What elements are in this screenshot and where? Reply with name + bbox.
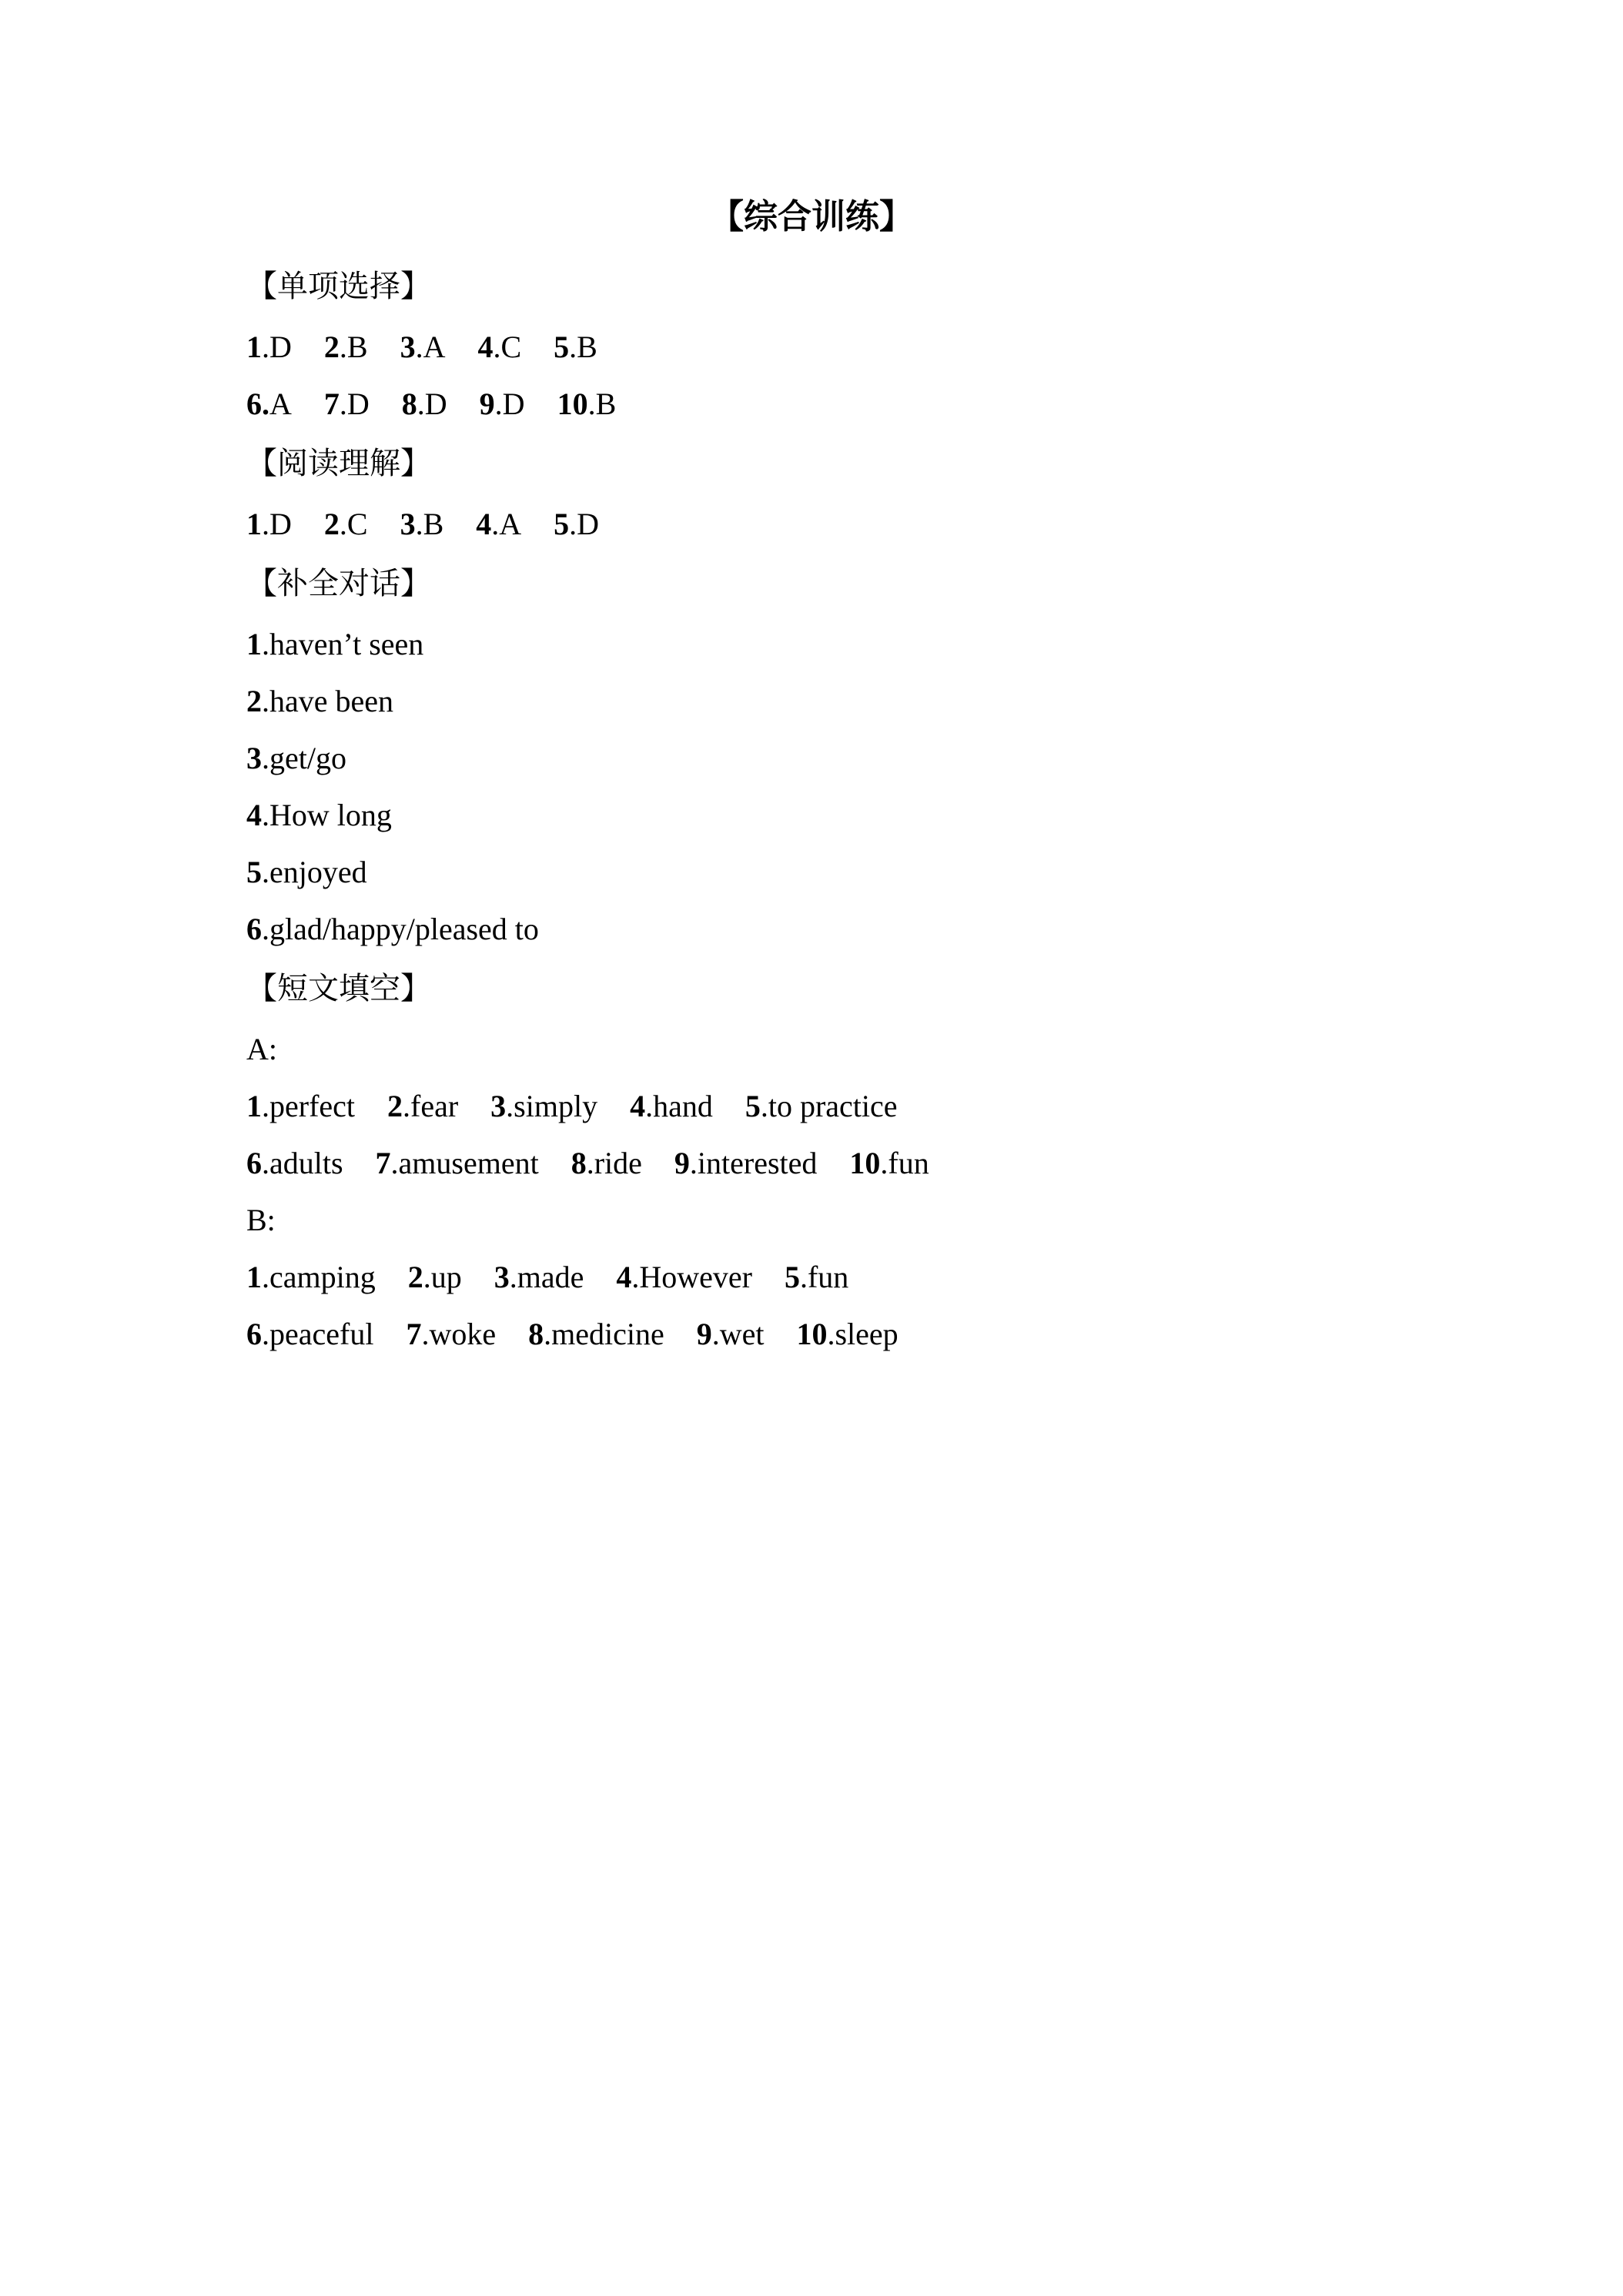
answer-number: 4 — [246, 798, 262, 832]
answer-text: .B — [587, 387, 617, 421]
answer-content — [246, 256, 1401, 1363]
answer-item — [557, 376, 617, 433]
answer-number: 4 — [630, 1089, 646, 1123]
answer-number: 2 — [387, 1089, 403, 1123]
answer-text: .D — [569, 507, 600, 541]
answer-text: .up — [423, 1260, 462, 1294]
answer-item — [246, 1306, 373, 1363]
answer-row — [246, 787, 1401, 844]
answer-item — [528, 1306, 664, 1363]
answer-text: .simply — [506, 1089, 598, 1123]
answer-text: .D — [417, 387, 447, 421]
answer-number: 9 — [479, 387, 495, 421]
answer-number: 2 — [246, 684, 262, 718]
answer-text: .get/go — [262, 741, 346, 775]
answer-number: 1 — [246, 330, 262, 364]
answer-number: 1 — [246, 1089, 262, 1123]
section-heading: 【单项选择】 — [246, 269, 431, 304]
answer-item — [246, 616, 423, 673]
answer-number: 10 — [557, 387, 588, 421]
answer-text: .How long — [262, 798, 392, 832]
answer-item — [246, 673, 393, 730]
answer-item — [246, 844, 367, 901]
answer-text: .D — [494, 387, 525, 421]
answer-number: 9 — [696, 1317, 712, 1351]
answer-item — [246, 1135, 343, 1192]
answer-item — [490, 1078, 597, 1135]
answer-item — [246, 1249, 376, 1306]
answer-number: 4 — [616, 1260, 632, 1294]
answer-row — [246, 730, 1401, 787]
answer-item — [616, 1249, 752, 1306]
answer-text: .perfect — [262, 1089, 356, 1123]
answer-number: 2 — [407, 1260, 423, 1294]
answer-item — [745, 1078, 898, 1135]
answer-number: 10 — [849, 1146, 881, 1180]
answer-text: .fun — [799, 1260, 849, 1294]
answer-row — [246, 496, 1401, 553]
answer-item — [400, 496, 444, 553]
answer-number: 8 — [571, 1146, 587, 1180]
answer-text: .have been — [262, 684, 394, 718]
answer-item — [400, 319, 446, 376]
answer-item — [246, 376, 292, 433]
answer-item — [630, 1078, 713, 1135]
page-title: 【综合训练】 — [710, 197, 913, 236]
answer-text: .camping — [262, 1260, 376, 1294]
answer-text: .made — [509, 1260, 584, 1294]
answer-item — [408, 1249, 462, 1306]
answer-item — [571, 1135, 642, 1192]
answer-row — [246, 844, 1401, 901]
answer-item — [674, 1135, 818, 1192]
answer-item — [246, 787, 392, 844]
answer-text: .However — [631, 1260, 752, 1294]
answer-number: 3 — [400, 507, 416, 541]
answer-text: .A — [491, 507, 522, 541]
answer-number: 5 — [784, 1260, 800, 1294]
answer-number: 5 — [554, 507, 570, 541]
answer-number: 8 — [401, 387, 417, 421]
answer-item — [697, 1306, 765, 1363]
answer-number: 3 — [494, 1260, 510, 1294]
answer-item — [785, 1249, 848, 1306]
answer-item — [246, 901, 539, 958]
answer-row — [246, 616, 1401, 673]
answer-text: .haven’t seen — [262, 627, 424, 661]
answer-text: .amusement — [390, 1146, 539, 1180]
answer-text: .B — [339, 330, 368, 364]
answer-number: 7 — [323, 387, 340, 421]
answer-text: .B — [415, 507, 444, 541]
answer-text: .to practice — [760, 1089, 898, 1123]
answer-text: .D — [262, 330, 292, 364]
answer-item — [246, 1078, 355, 1135]
answer-number: 5 — [554, 330, 570, 364]
answer-row — [246, 901, 1401, 958]
answer-text: .C — [493, 330, 522, 364]
answer-text: .hand — [645, 1089, 713, 1123]
answer-number: 1 — [246, 627, 262, 661]
answer-number: 6 — [246, 1146, 262, 1180]
answer-number: 8 — [528, 1317, 544, 1351]
answer-item — [324, 376, 370, 433]
answer-item — [246, 730, 346, 787]
answer-number: 3 — [246, 741, 262, 775]
part-label: B: — [246, 1203, 276, 1237]
answer-text: .B — [569, 330, 597, 364]
answer-item — [494, 1249, 584, 1306]
answer-row — [246, 319, 1401, 376]
answer-number: 6. — [246, 387, 269, 421]
answer-item — [796, 1306, 898, 1363]
answer-text: .enjoyed — [262, 855, 367, 889]
answer-number: 6 — [246, 1317, 262, 1351]
answer-item — [480, 376, 525, 433]
answer-text: .wet — [711, 1317, 765, 1351]
answer-text: .fun — [880, 1146, 929, 1180]
answer-number: 6 — [246, 912, 262, 946]
answer-number: 10 — [796, 1317, 828, 1351]
answer-number: 3 — [490, 1089, 507, 1123]
answer-item — [324, 496, 368, 553]
answer-text: .glad/happy/pleased to — [262, 912, 539, 946]
answer-text: .peaceful — [262, 1317, 374, 1351]
answer-text: .D — [339, 387, 370, 421]
answer-row — [246, 1078, 1401, 1135]
answer-item — [246, 496, 292, 553]
answer-row — [246, 376, 1401, 433]
answer-item — [402, 376, 447, 433]
answer-text: A — [269, 387, 292, 421]
answer-item — [476, 496, 521, 553]
answer-number: 5 — [745, 1089, 761, 1123]
section-heading: 【短文填空】 — [246, 971, 431, 1006]
answer-text: .woke — [421, 1317, 497, 1351]
answer-row — [246, 673, 1401, 730]
answer-number: 1 — [246, 1260, 262, 1294]
answer-text: .medicine — [544, 1317, 664, 1351]
answer-number: 4 — [477, 330, 494, 364]
answer-number: 2 — [323, 330, 340, 364]
answer-number: 2 — [323, 507, 340, 541]
answer-item — [387, 1078, 458, 1135]
answer-text: .interested — [689, 1146, 818, 1180]
answer-item — [849, 1135, 929, 1192]
answer-row — [246, 1306, 1401, 1363]
answer-text: .ride — [586, 1146, 642, 1180]
answer-item — [324, 319, 368, 376]
answer-text: .sleep — [827, 1317, 899, 1351]
answer-text: .A — [415, 330, 446, 364]
answer-number: 1 — [246, 507, 262, 541]
answer-number: 7 — [406, 1317, 422, 1351]
answer-row — [246, 1135, 1401, 1192]
answer-item — [406, 1306, 496, 1363]
section-heading: 【阅读理解】 — [246, 446, 431, 481]
answer-item — [376, 1135, 539, 1192]
answer-number: 5 — [246, 855, 262, 889]
answer-item — [554, 496, 599, 553]
answer-number: 3 — [400, 330, 416, 364]
section-heading: 【补全对话】 — [246, 566, 431, 601]
answer-number: 4 — [476, 507, 492, 541]
answer-text: .D — [262, 507, 292, 541]
answer-text: .C — [339, 507, 368, 541]
answer-item — [477, 319, 521, 376]
answer-number: 7 — [375, 1146, 391, 1180]
answer-item — [554, 319, 597, 376]
answer-item — [246, 319, 292, 376]
answer-number: 9 — [674, 1146, 690, 1180]
answer-row — [246, 1249, 1401, 1306]
answer-text: .fear — [403, 1089, 459, 1123]
part-label: A: — [246, 1032, 277, 1066]
answer-text: .adults — [262, 1146, 343, 1180]
